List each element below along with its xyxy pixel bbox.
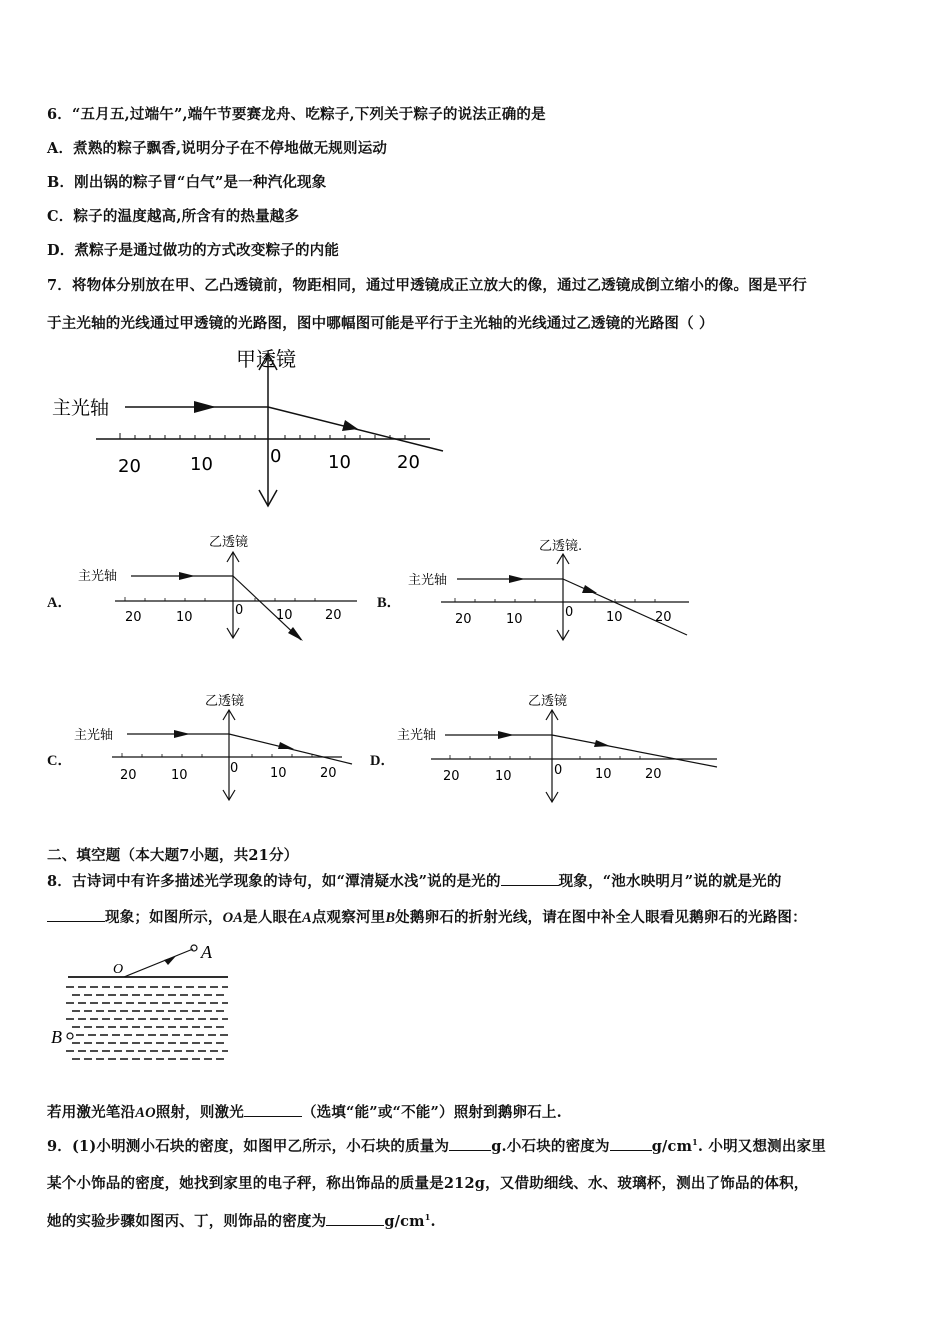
point-b-label: B [51, 1027, 62, 1047]
axis-ticks [120, 433, 405, 439]
axis-label: 主光轴 [397, 728, 437, 743]
q9-text: g/cm [651, 1138, 693, 1155]
q9-text: 1 [692, 1137, 698, 1148]
eye-point-a [191, 945, 197, 951]
option-c-figure[interactable] [72, 688, 372, 806]
tick-label: 10 [176, 610, 193, 625]
q8-text: OA [222, 910, 244, 926]
incident-ray-arrow [194, 401, 216, 413]
tick-label: 10 [495, 769, 512, 784]
q9-line3 [47, 1210, 436, 1231]
q8-text: 照射，则激光 [155, 1104, 244, 1121]
q8-text: 现象；如图所示， [105, 909, 223, 926]
option-b-figure[interactable] [405, 530, 700, 645]
tick-label: 0 [230, 761, 239, 776]
lens-yi-label: 乙透镜. [539, 539, 583, 554]
q8-text: B [385, 910, 396, 926]
tick-label: 10 [595, 767, 612, 782]
q8-line3 [47, 1101, 562, 1122]
q8-text: 处鹅卵石的折射光线，请在图中补全人眼看见鹅卵石的光路图： [395, 909, 807, 926]
answer-blank[interactable] [244, 1104, 302, 1117]
tick-label: 0 [270, 446, 282, 467]
main-axis-label: 主光轴 [52, 397, 110, 419]
q6-option-a: A．煮熟的粽子飘香,说明分子在不停地做无规则运动 [47, 140, 388, 157]
tick-label: 0 [554, 763, 563, 778]
q9-text: . 小明又想测出家里 [697, 1138, 826, 1155]
option-a-figure[interactable] [75, 530, 370, 645]
tick-label: 10 [171, 768, 188, 783]
q8-text: 8．古诗词中有许多描述光学现象的诗句，如“潭清疑水浅”说的是光的 [47, 873, 501, 890]
tick-label: 0 [235, 603, 244, 618]
q9-text: 9．(1)小明测小石块的密度，如图甲乙所示，小石块的质量为 [47, 1138, 450, 1155]
tick-label: 10 [276, 608, 293, 623]
q9-text: g.小石块的密度为 [491, 1138, 610, 1155]
ray-oa [124, 949, 193, 977]
axis-label: 主光轴 [408, 573, 448, 588]
answer-blank[interactable] [610, 1138, 652, 1151]
tick-label: 10 [606, 610, 623, 625]
q8-text: A [301, 910, 312, 926]
pebble-b [67, 1033, 73, 1039]
tick-label: 20 [655, 610, 672, 625]
q9-text: 1 [424, 1212, 431, 1223]
tick-label: 20 [443, 769, 460, 784]
lens-yi-label: 乙透镜 [209, 535, 249, 550]
tick-label: 20 [397, 452, 420, 473]
tick-label: 20 [325, 608, 342, 623]
lens-yi-label: 乙透镜 [205, 694, 245, 709]
q7-stem-line2: 于主光轴的光线通过甲透镜的光路图，图中哪幅图可能是平行于主光轴的光线通过乙透镜的光路图（ ） [47, 315, 714, 332]
tick-label: 20 [118, 456, 141, 477]
tick-label: 10 [328, 452, 351, 473]
point-o-label: O [113, 962, 124, 977]
q9-text: . [430, 1213, 436, 1230]
tick-label: 10 [190, 454, 213, 475]
q8-text: 是人眼在 [243, 909, 302, 926]
axis-label: 主光轴 [78, 569, 118, 584]
q8-text: （选填“能”或“不能”）照射到鹅卵石上. [301, 1104, 562, 1121]
answer-blank[interactable] [449, 1138, 491, 1151]
q8-line2 [47, 906, 807, 927]
ray-oa-arrow [164, 956, 176, 965]
tick-label: 20 [645, 767, 662, 782]
option-c-letter: C． [47, 753, 72, 769]
option-d-figure[interactable] [395, 688, 725, 806]
water-hatching [66, 987, 228, 1059]
q6-option-d: D．煮粽子是通过做功的方式改变粽子的内能 [47, 242, 340, 259]
option-d-letter: D． [370, 753, 395, 769]
q8-text: 点观察河里 [311, 909, 386, 926]
lens-yi-label: 乙透镜 [528, 694, 568, 709]
q8-text: 现象，“池水映明月”说的就是光的 [558, 873, 782, 890]
q7-stem-line1: 7．将物体分别放在甲、乙凸透镜前，物距相同，通过甲透镜成正立放大的像，通过乙透镜成倒立缩小的像。图是平行 [47, 277, 807, 294]
q9-line2: 某个小饰品的密度，她找到家里的电子秤，称出饰品的质量是212g，又借助细线、水、玻璃杯，测出了饰品的体积， [47, 1175, 809, 1192]
q6-stem: 6．“五月五,过端午”,端午节要赛龙舟、吃粽子,下列关于粽子的说法正确的是 [47, 106, 546, 123]
q6-option-b: B．刚出锅的粽子冒“白气”是一种汽化现象 [47, 174, 327, 191]
lens-jia-figure [40, 340, 460, 515]
tick-label: 20 [320, 766, 337, 781]
tick-label: 20 [120, 768, 137, 783]
option-b-letter: B． [377, 595, 402, 611]
answer-blank[interactable] [501, 873, 559, 886]
tick-label: 10 [270, 766, 287, 781]
q9-text: g/cm [384, 1213, 425, 1230]
axis-label: 主光轴 [74, 728, 114, 743]
option-a-letter: A． [47, 595, 72, 611]
q8-line1 [47, 870, 782, 891]
tick-label: 20 [455, 612, 472, 627]
section-title: 二、填空题（本大题7小题，共21分） [47, 847, 299, 864]
point-a-label: A [201, 942, 212, 962]
answer-blank[interactable] [326, 1213, 384, 1226]
answer-blank[interactable] [47, 909, 105, 922]
tick-label: 10 [506, 612, 523, 627]
pebble-water-figure [48, 935, 233, 1070]
q8-text: AO [135, 1105, 156, 1121]
tick-label: 0 [565, 605, 574, 620]
q9-line1 [47, 1135, 826, 1156]
q9-text: 她的实验步骤如图丙、丁，则饰品的密度为 [47, 1213, 327, 1230]
tick-label: 20 [125, 610, 142, 625]
lens-jia-label: 甲透镜 [236, 347, 296, 371]
q8-text: 若用激光笔沿 [47, 1104, 136, 1121]
q6-option-c: C．粽子的温度越高,所含有的热量越多 [47, 208, 300, 225]
